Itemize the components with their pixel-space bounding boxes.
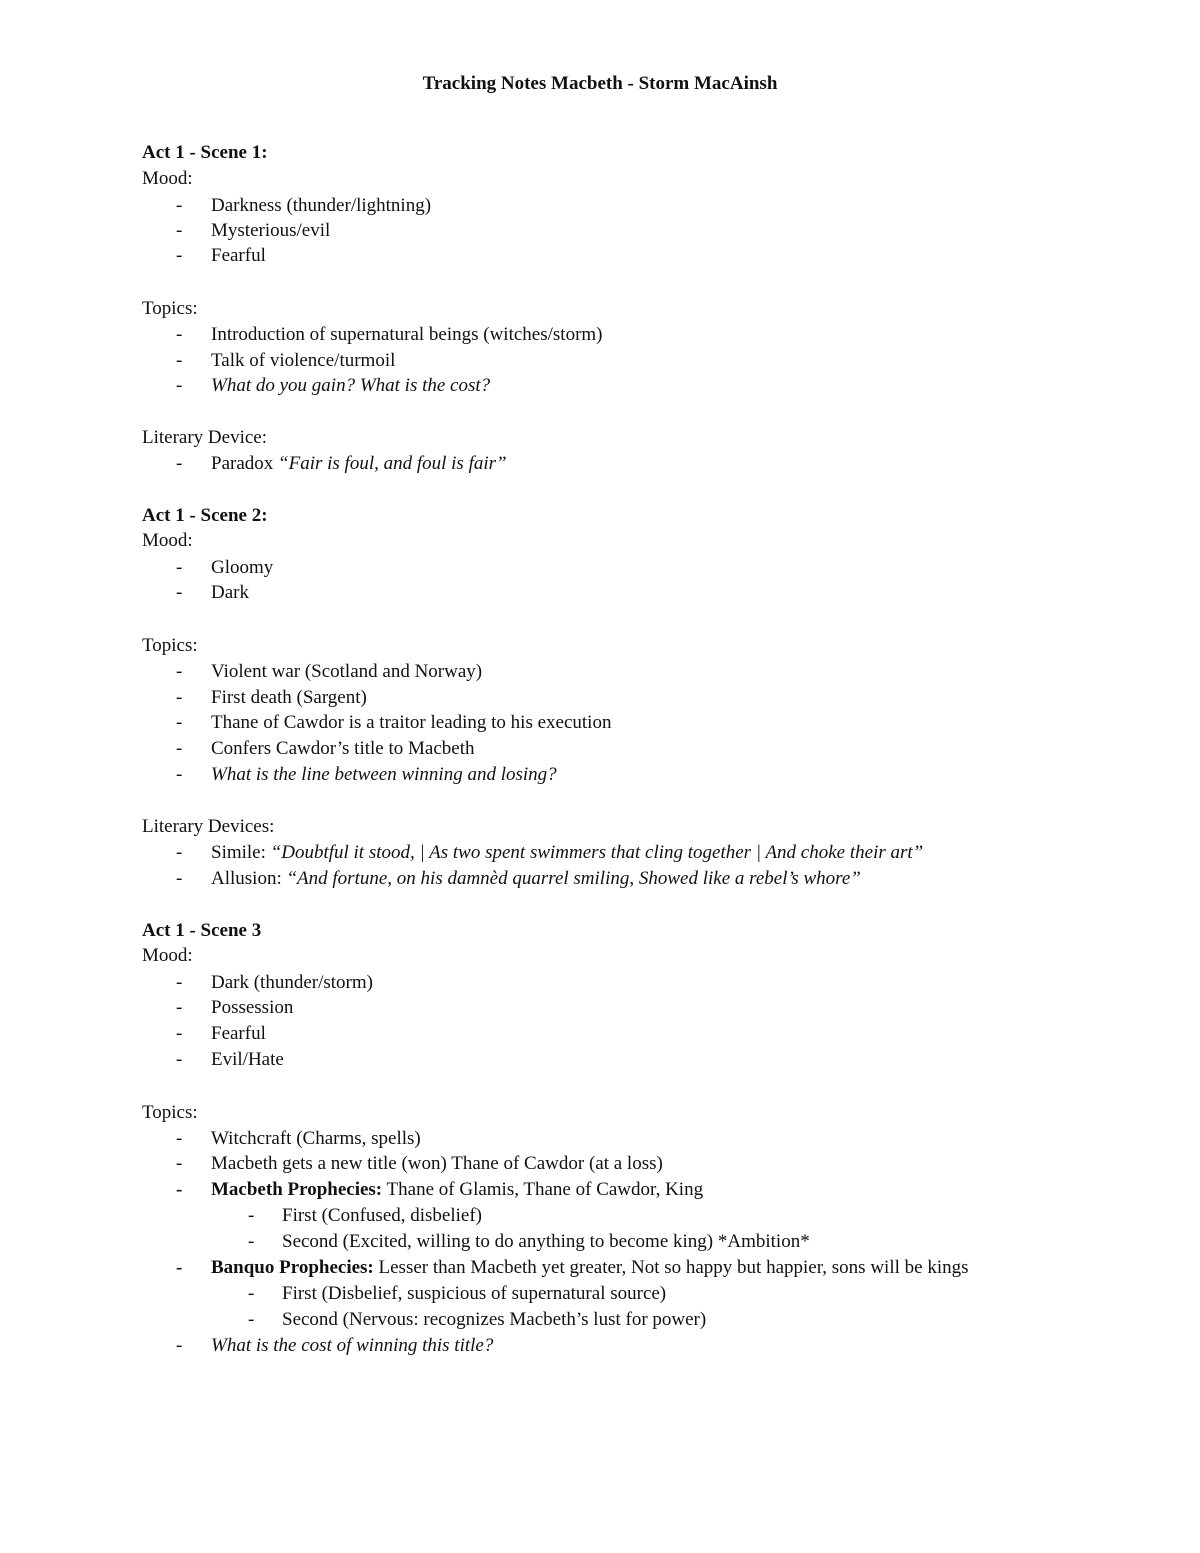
scene1-heading: Act 1 - Scene 1: <box>142 142 268 163</box>
paradox-prefix: Paradox <box>211 453 279 474</box>
banquo-prophecies-text: Lesser than Macbeth yet greater, Not so happy but happier, sons will be kings <box>373 1257 969 1278</box>
scene1-topic-item: Introduction of supernatural beings (witches/storm) <box>211 324 603 345</box>
bullet-dash: - <box>176 1335 183 1356</box>
scene2-mood-item: Dark <box>211 582 249 603</box>
bullet-dash: - <box>176 1049 183 1070</box>
macbeth-sub-item: First (Confused, disbelief) <box>282 1205 483 1226</box>
scene1-topics-label: Topics: <box>142 298 198 319</box>
scene1-device-label: Literary Device: <box>142 427 268 448</box>
bullet-dash: - <box>176 324 183 345</box>
scene2-devices-label: Literary Devices: <box>142 816 275 837</box>
sub-bullet-dash: - <box>248 1309 255 1330</box>
scene3-mood-item: Dark (thunder/storm) <box>211 972 373 993</box>
bullet-dash: - <box>176 661 183 682</box>
bullet-dash: - <box>176 842 183 863</box>
scene1-question-text: What do you gain? What is the cost? <box>211 375 491 396</box>
scene3-heading: Act 1 - Scene 3 <box>142 920 262 941</box>
scene1-mood-item: Darkness (thunder/lightning) <box>211 195 432 216</box>
bullet-dash: - <box>176 220 183 241</box>
bullet-dash: - <box>176 1128 183 1149</box>
bullet-dash: - <box>176 557 183 578</box>
scene2-mood-item: Gloomy <box>211 557 274 578</box>
paradox-quote: “Fair is foul, and foul is fair” <box>278 453 507 474</box>
bullet-dash: - <box>176 997 183 1018</box>
macbeth-prophecies-item <box>211 1177 703 1203</box>
scene1-topic-item: Talk of violence/turmoil <box>211 350 396 371</box>
banquo-sub-item: First (Disbelief, suspicious of supernatural source) <box>282 1283 667 1304</box>
bullet-dash: - <box>176 245 183 266</box>
scene3-mood-label: Mood: <box>142 945 193 966</box>
bullet-dash: - <box>176 1153 183 1174</box>
bullet-dash: - <box>176 453 183 474</box>
macbeth-prophecies-label: Macbeth Prophecies: <box>211 1179 383 1200</box>
scene1-device-item <box>211 451 507 477</box>
scene2-question-text: What is the line between winning and losing? <box>211 764 557 785</box>
bullet-dash: - <box>176 375 183 396</box>
allusion-quote: “And fortune, on his damnèd quarrel smiling, Showed like a rebel’s whore” <box>286 868 861 889</box>
scene2-mood-label: Mood: <box>142 530 193 551</box>
bullet-dash: - <box>176 712 183 733</box>
bullet-dash: - <box>176 582 183 603</box>
bullet-dash: - <box>176 972 183 993</box>
allusion-prefix: Allusion: <box>211 868 287 889</box>
bullet-dash: - <box>176 738 183 759</box>
simile-prefix: Simile: <box>211 842 271 863</box>
allusion-item <box>211 866 861 892</box>
scene3-mood-item: Fearful <box>211 1023 266 1044</box>
scene2-topic-item: Thane of Cawdor is a traitor leading to his execution <box>211 712 612 733</box>
sub-bullet-dash: - <box>248 1205 255 1226</box>
scene1-mood-item: Fearful <box>211 245 266 266</box>
scene3-topics-label: Topics: <box>142 1102 198 1123</box>
scene3-mood-item: Possession <box>211 997 294 1018</box>
scene2-topic-question <box>211 762 557 788</box>
bullet-dash: - <box>176 764 183 785</box>
macbeth-sub-item: Second (Excited, willing to do anything to become king) *Ambition* <box>282 1231 810 1252</box>
scene2-topic-item: First death (Sargent) <box>211 687 367 708</box>
scene3-question-text: What is the cost of winning this title? <box>211 1335 494 1356</box>
macbeth-prophecies-text: Thane of Glamis, Thane of Cawdor, King <box>382 1179 704 1200</box>
sub-bullet-dash: - <box>248 1283 255 1304</box>
simile-item <box>211 840 923 866</box>
banquo-prophecies-item <box>211 1255 969 1281</box>
scene3-topic-question <box>211 1333 493 1359</box>
scene3-topic-item: Witchcraft (Charms, spells) <box>211 1128 421 1149</box>
scene2-topics-label: Topics: <box>142 635 198 656</box>
scene1-mood-item: Mysterious/evil <box>211 220 331 241</box>
sub-bullet-dash: - <box>248 1231 255 1252</box>
bullet-dash: - <box>176 350 183 371</box>
bullet-bold: - <box>176 1257 183 1278</box>
scene1-mood-label: Mood: <box>142 168 193 189</box>
bullet-dash: - <box>176 687 183 708</box>
scene2-heading: Act 1 - Scene 2: <box>142 505 268 526</box>
scene2-topic-item: Violent war (Scotland and Norway) <box>211 661 483 682</box>
banquo-sub-item: Second (Nervous: recognizes Macbeth’s lust for power) <box>282 1309 707 1330</box>
bullet-bold: - <box>176 1179 183 1200</box>
document-title: Tracking Notes Macbeth - Storm MacAinsh <box>422 73 778 94</box>
bullet-dash: - <box>176 195 183 216</box>
simile-quote: “Doubtful it stood, | As two spent swimmers that cling together | And choke their art” <box>270 842 924 863</box>
scene1-topic-question <box>211 373 490 399</box>
scene3-topic-item: Macbeth gets a new title (won) Thane of Cawdor (at a loss) <box>211 1153 663 1174</box>
scene2-topic-item: Confers Cawdor’s title to Macbeth <box>211 738 475 759</box>
banquo-prophecies-label: Banquo Prophecies: <box>211 1257 374 1278</box>
bullet-dash: - <box>176 868 183 889</box>
bullet-dash: - <box>176 1023 183 1044</box>
scene3-mood-item: Evil/Hate <box>211 1049 284 1070</box>
